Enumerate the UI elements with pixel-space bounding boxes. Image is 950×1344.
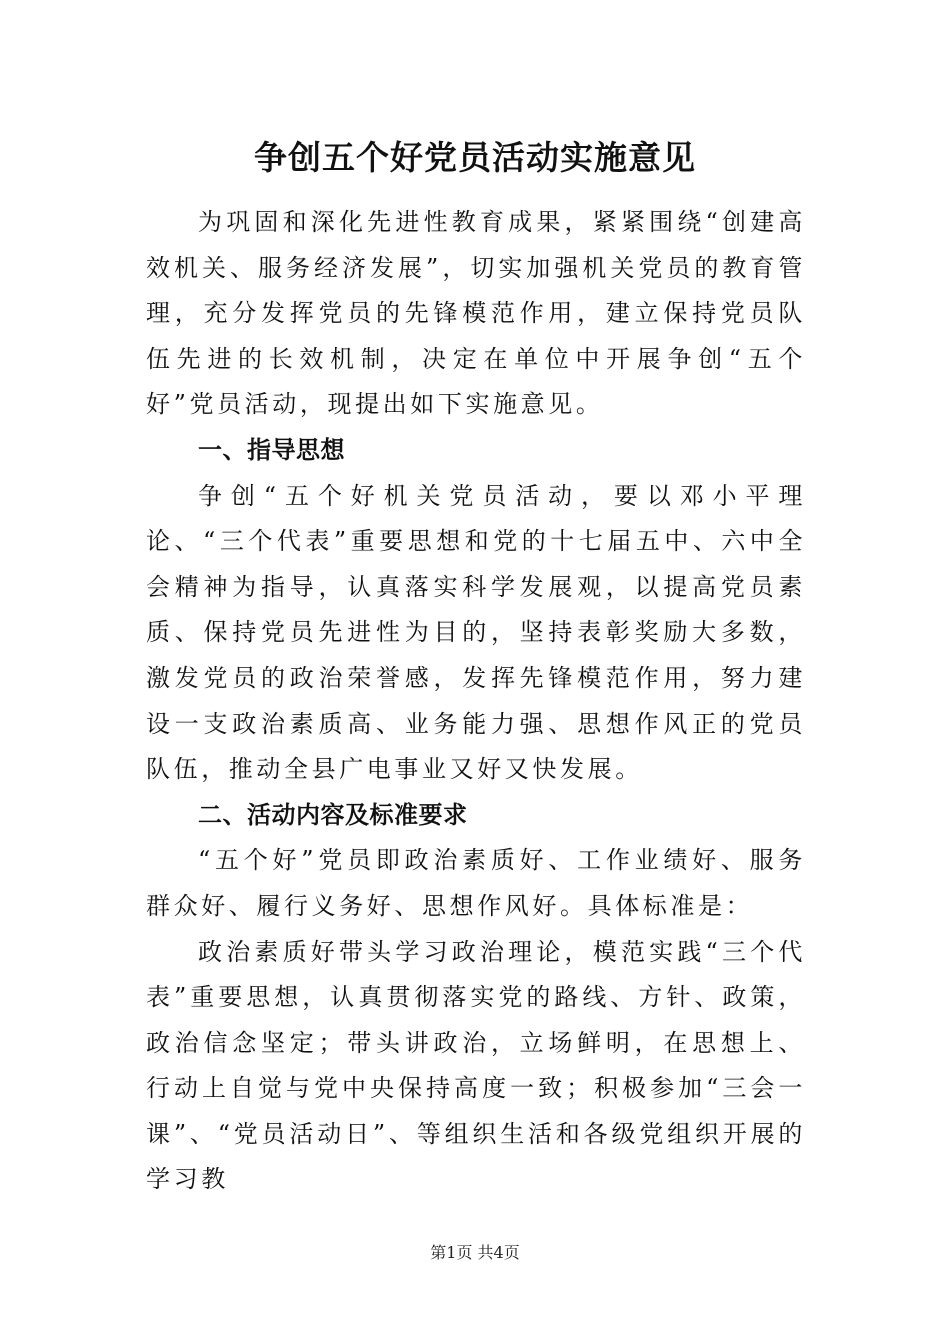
section-heading-activity-content: 二、活动内容及标准要求 <box>198 800 468 829</box>
page-total: 共4页 <box>477 1243 520 1262</box>
paragraph-guiding-ideology: 争创“五个好机关党员活动，要以邓小平理论、“三个代表”重要思想和党的十七届五中、六中全会精神为指导，认真落实科学发展观，以提高党员素质、保持党员先进性为目的，坚持表彰奖励大多数，激发党员的政治荣誉感，发挥先锋模范作用，努力建设一支政治素质高、业务能力强、思想作风正的党员队伍，推动全县广电事业又好又快发展。 <box>146 481 806 784</box>
section-heading-guiding-ideology: 一、指导思想 <box>198 435 345 464</box>
paragraph-intro: 为巩固和深化先进性教育成果，紧紧围绕“创建高效机关、服务经济发展”，切实加强机关党员的教育管理，充分发挥党员的先锋模范作用，建立保持党员队伍先进的长效机制，决定在单位中开展争创“五个好”党员活动，现提出如下实施意见。 <box>146 208 806 419</box>
page-footer <box>0 1242 950 1264</box>
document-title: 争创五个好党员活动实施意见 <box>254 138 696 177</box>
paragraph-political-quality: 政治素质好带头学习政治理论，模范实践“三个代表”重要思想，认真贯彻落实党的路线、方针、政策，政治信念坚定；带头讲政治，立场鲜明，在思想上、行动上自觉与党中央保持高度一致；积极参加“三会一课”、“党员活动日”、等组织生活和各级党组织开展的学习教 <box>146 937 806 1194</box>
paragraph-five-goods: “五个好”党员即政治素质好、工作业绩好、服务群众好、履行义务好、思想作风好。具体标准是： <box>146 846 806 920</box>
document-body <box>146 200 806 1203</box>
page-number: 第1页 <box>430 1243 473 1262</box>
